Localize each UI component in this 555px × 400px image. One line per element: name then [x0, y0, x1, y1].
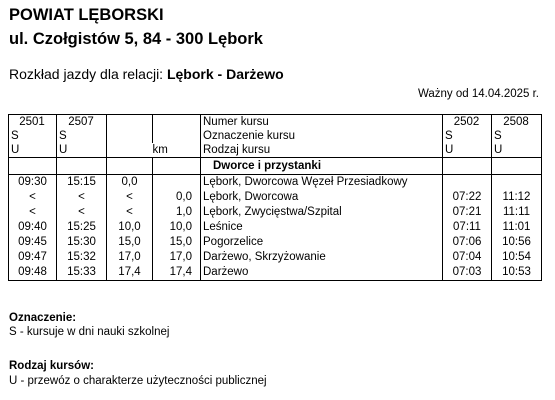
- stop-name: Pogorzelice: [201, 235, 443, 250]
- km-value: 17,0: [107, 250, 153, 265]
- km-value: 17,0: [153, 250, 201, 265]
- km-value: 17,4: [153, 265, 201, 281]
- course-number-2507: 2507: [57, 115, 107, 130]
- route-label: Rozkład jazdy dla relacji:: [9, 66, 164, 82]
- table-row: [9, 205, 542, 220]
- row-label-mark: Oznaczenie kursu: [201, 129, 443, 143]
- departure-time: 09:48: [9, 265, 57, 281]
- departure-time: <: [57, 190, 107, 205]
- departure-time: <: [57, 205, 107, 220]
- course-type-row: [9, 143, 542, 158]
- stop-name: Darżewo, Skrzyżowanie: [201, 250, 443, 265]
- return-time: 11:12: [492, 190, 542, 205]
- return-time: [492, 175, 542, 191]
- km-value: 1,0: [153, 205, 201, 220]
- return-time: 10:53: [492, 265, 542, 281]
- departure-time: 09:47: [9, 250, 57, 265]
- return-time: 07:11: [443, 220, 492, 235]
- departure-time: 15:30: [57, 235, 107, 250]
- table-row: [9, 250, 542, 265]
- course-type: U: [9, 143, 57, 158]
- return-time: 07:03: [443, 265, 492, 281]
- course-mark: S: [443, 129, 492, 143]
- course-type: U: [443, 143, 492, 158]
- course-mark-row: [9, 129, 542, 143]
- departure-time: 09:30: [9, 175, 57, 191]
- route-line: [9, 66, 284, 83]
- course-number-2502: 2502: [443, 115, 492, 130]
- legend-types-text: U - przewóz o charakterze użyteczności publicznej: [9, 375, 267, 387]
- page-address: ul. Czołgistów 5, 84 - 300 Lębork: [9, 30, 263, 48]
- return-time: 07:22: [443, 190, 492, 205]
- course-type: U: [57, 143, 107, 158]
- km-value: 0,0: [107, 175, 153, 191]
- legend-marks-title: Oznaczenie:: [9, 312, 77, 324]
- departure-time: 09:45: [9, 235, 57, 250]
- legend-types-title: Rodzaj kursów:: [9, 360, 94, 372]
- course-mark: S: [57, 129, 107, 143]
- course-number-2508: 2508: [492, 115, 542, 130]
- km-value: 0,0: [153, 190, 201, 205]
- table-row: [9, 220, 542, 235]
- km-value: [153, 175, 201, 191]
- stop-name: Leśnice: [201, 220, 443, 235]
- km-value: 15,0: [107, 235, 153, 250]
- legend-marks-text: S - kursuje w dni nauki szkolnej: [9, 326, 170, 338]
- valid-from: Ważny od 14.04.2025 r.: [417, 88, 539, 100]
- stop-name: Lębork, Zwycięstwa/Szpital: [201, 205, 443, 220]
- section-row: [9, 158, 542, 175]
- km-label: km: [153, 143, 201, 158]
- stop-name: Lębork, Dworcowa: [201, 190, 443, 205]
- departure-time: 15:33: [57, 265, 107, 281]
- return-time: 07:04: [443, 250, 492, 265]
- km-value: <: [107, 205, 153, 220]
- km-value: <: [107, 190, 153, 205]
- table-row: [9, 175, 542, 191]
- departure-time: 15:32: [57, 250, 107, 265]
- departure-time: 15:15: [57, 175, 107, 191]
- course-number-2501: 2501: [9, 115, 57, 130]
- table-row: [9, 265, 542, 281]
- km-value: 10,0: [153, 220, 201, 235]
- km-value: 15,0: [153, 235, 201, 250]
- section-label: Dworce i przystanki: [201, 158, 443, 175]
- return-time: 10:56: [492, 235, 542, 250]
- course-type: U: [492, 143, 542, 158]
- stop-name: Lębork, Dworcowa Węzeł Przesiadkowy: [201, 175, 443, 191]
- return-time: 11:01: [492, 220, 542, 235]
- row-label-type: Rodzaj kursu: [201, 143, 443, 158]
- course-mark: S: [9, 129, 57, 143]
- return-time: [443, 175, 492, 191]
- km-value: 10,0: [107, 220, 153, 235]
- row-label-number: Numer kursu: [201, 115, 443, 130]
- timetable: [8, 114, 542, 281]
- table-row: [9, 235, 542, 250]
- page-title: POWIAT LĘBORSKI: [9, 6, 164, 24]
- return-time: 07:06: [443, 235, 492, 250]
- departure-time: <: [9, 205, 57, 220]
- return-time: 11:11: [492, 205, 542, 220]
- departure-time: <: [9, 190, 57, 205]
- route-name: Lębork - Darżewo: [166, 66, 284, 82]
- course-mark: S: [492, 129, 542, 143]
- stop-name: Darżewo: [201, 265, 443, 281]
- departure-time: 09:40: [9, 220, 57, 235]
- km-value: 17,4: [107, 265, 153, 281]
- table-row: [9, 190, 542, 205]
- return-time: 10:54: [492, 250, 542, 265]
- departure-time: 15:25: [57, 220, 107, 235]
- return-time: 07:21: [443, 205, 492, 220]
- course-number-row: [9, 115, 542, 130]
